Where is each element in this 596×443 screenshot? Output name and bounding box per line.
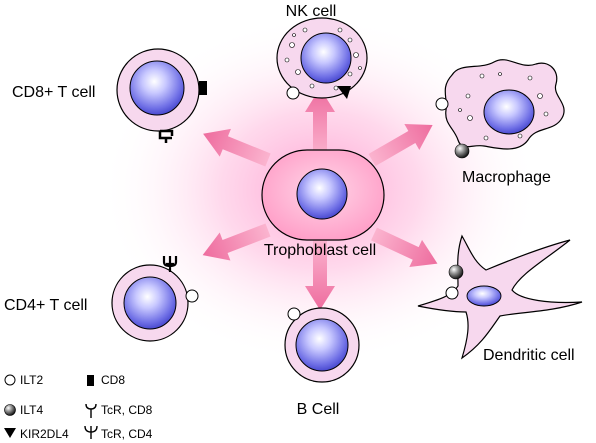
cd8-label: CD8+ T cell — [12, 84, 96, 101]
gray-sphere-icon — [5, 405, 16, 416]
dendritic-label: Dendritic cell — [483, 347, 575, 364]
legend — [4, 373, 153, 441]
macrophage-ilt2 — [436, 98, 448, 110]
bcell-label: B Cell — [296, 401, 340, 418]
legend-kir2dl4-label: KIR2DL4 — [20, 427, 69, 441]
black-rectangle-icon — [87, 375, 94, 386]
trophoblast-cell — [262, 150, 384, 240]
b-cell — [285, 308, 359, 382]
legend-cd8-label: CD8 — [101, 373, 126, 387]
cd4-label: CD4+ T cell — [4, 297, 88, 314]
y-shape-icon — [86, 404, 96, 418]
nk-label: NK cell — [285, 3, 337, 20]
dendritic-ilt2 — [446, 287, 458, 299]
trophoblast-label: Trophoblast cell — [263, 242, 377, 259]
psi-shape-icon — [85, 426, 97, 439]
macrophage-label: Macrophage — [462, 169, 551, 186]
legend-tcr-cd8-label: TcR, CD8 — [101, 403, 153, 417]
macrophage-ilt4 — [455, 144, 469, 158]
legend-tcr-cd4-label: TcR, CD4 — [101, 427, 153, 441]
nk-ilt2 — [287, 87, 299, 99]
white-circle-icon — [5, 375, 15, 385]
cd8-marker — [199, 81, 207, 95]
nk-cell — [277, 18, 367, 99]
legend-ilt4-label: ILT4 — [20, 403, 44, 417]
black-triangle-icon — [4, 428, 16, 438]
dendritic-ilt4 — [449, 265, 463, 279]
cd4-ilt2 — [186, 290, 198, 302]
legend-ilt2-label: ILT2 — [20, 373, 44, 387]
bcell-ilt2 — [288, 308, 300, 320]
